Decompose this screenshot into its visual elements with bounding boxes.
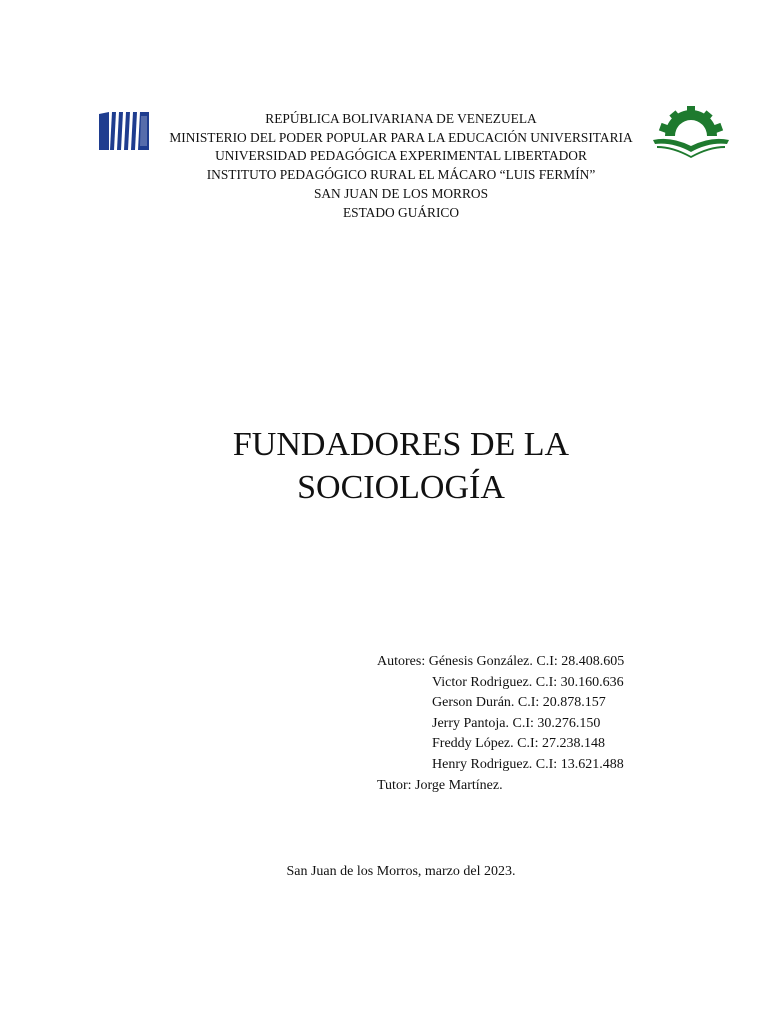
author-name: Génesis González. C.I: 28.408.605 — [428, 654, 625, 669]
upel-logo-icon — [97, 110, 151, 152]
author-row: Freddy López. C.I: 27.238.148 — [432, 736, 606, 752]
gear-book-logo-icon — [651, 106, 731, 158]
institution-header — [150, 110, 652, 222]
author-row: Henry Rodriguez. C.I: 13.621.488 — [432, 756, 624, 772]
authors-label: Autores: — [377, 654, 429, 669]
author-row — [377, 652, 624, 673]
author-row: Victor Rodriguez. C.I: 30.160.636 — [432, 674, 624, 690]
header-line-university: UNIVERSIDAD PEDAGÓGICA EXPERIMENTAL LIBERTADOR — [215, 148, 587, 164]
place-date: San Juan de los Morros, marzo del 2023. — [286, 864, 516, 879]
header-line-city: SAN JUAN DE LOS MORROS — [313, 185, 489, 201]
author-row: Gerson Durán. C.I: 20.878.157 — [432, 695, 606, 711]
title-line-1: FUNDADORES DE LA — [232, 426, 570, 463]
authors-block — [377, 652, 624, 796]
tutor-row: Tutor: Jorge Martínez. — [377, 777, 503, 793]
title-line-2: SOCIOLOGÍA — [297, 469, 505, 506]
header-line-state: ESTADO GUÁRICO — [342, 204, 460, 220]
author-row: Jerry Pantoja. C.I: 30.276.150 — [432, 715, 601, 731]
document-title — [120, 423, 682, 509]
header-line-ministry: MINISTERIO DEL PODER POPULAR PARA LA EDUCACIÓN UNIVERSITARIA — [169, 129, 633, 145]
header-line-institute: INSTITUTO PEDAGÓGICO RURAL EL MÁCARO “LUIS FERMÍN” — [206, 167, 596, 183]
header-line-republic: REPÚBLICA BOLIVARIANA DE VENEZUELA — [265, 111, 537, 126]
